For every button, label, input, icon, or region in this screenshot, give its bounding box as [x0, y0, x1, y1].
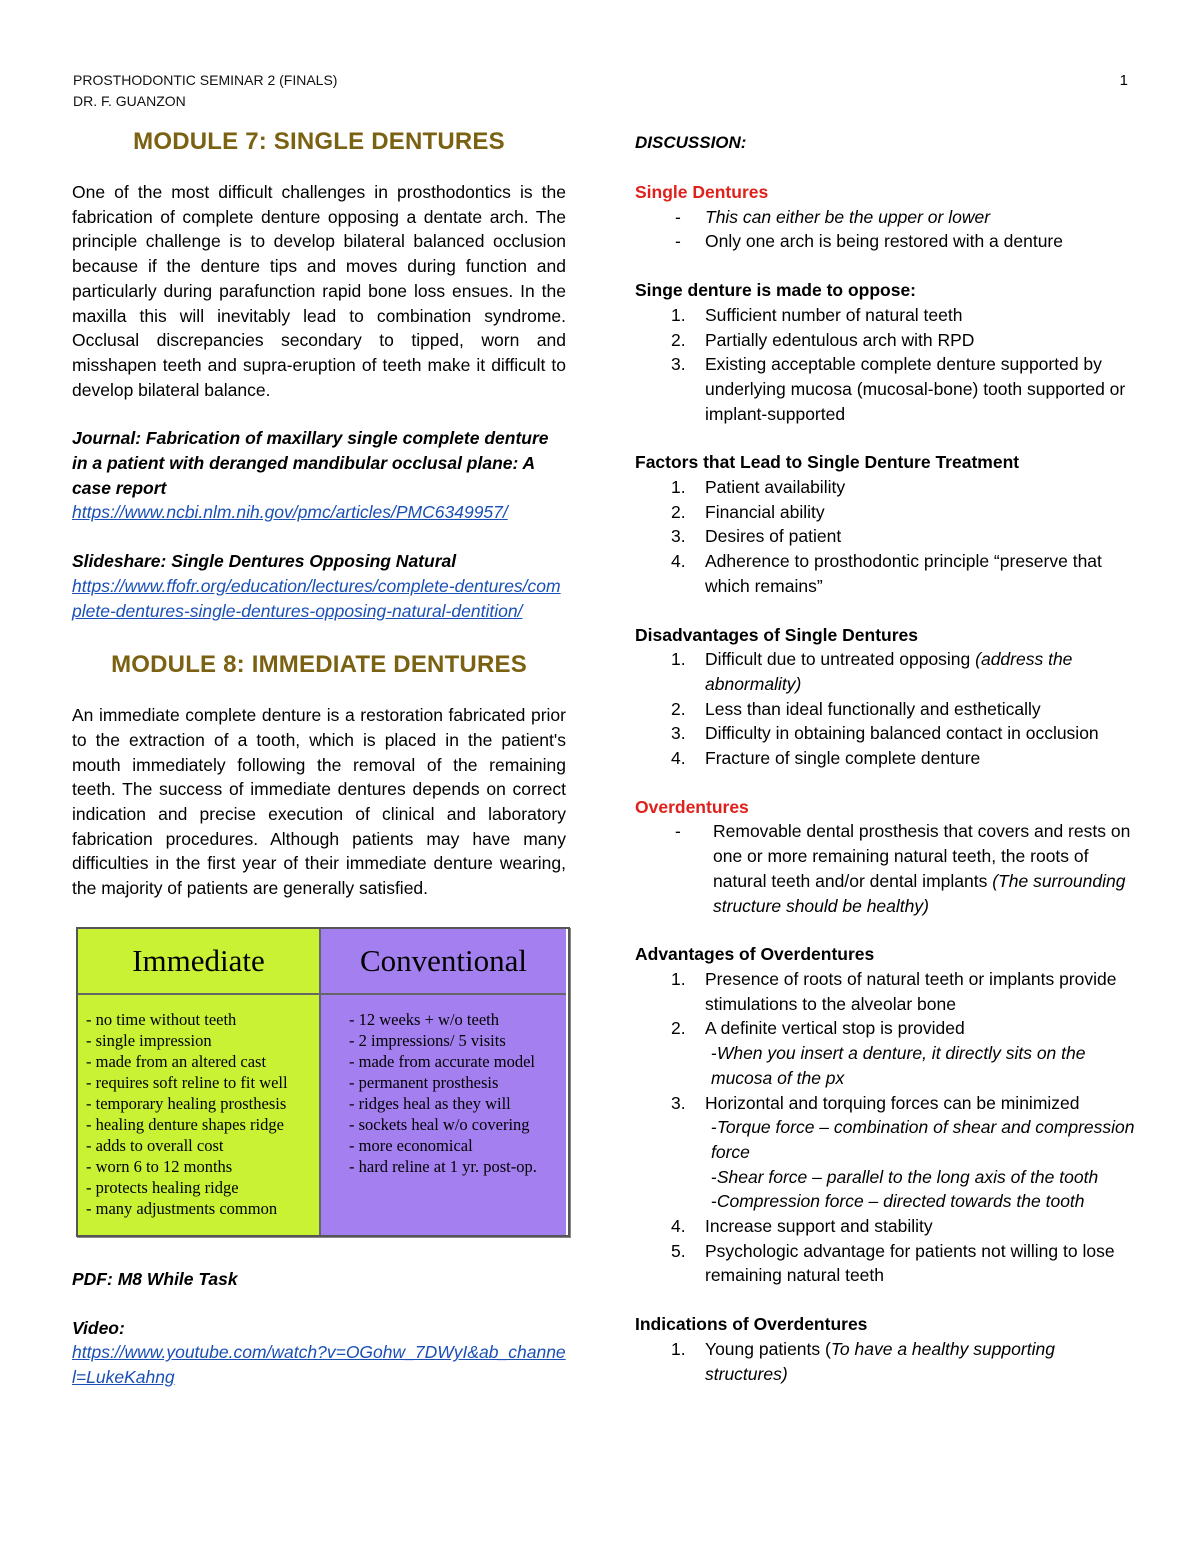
overdentures-heading: Overdentures	[635, 796, 749, 817]
list-item: 3. Difficulty in obtaining balanced contact in occlusion	[671, 723, 1099, 744]
list-item: - 2 impressions/ 5 visits	[349, 1030, 506, 1050]
list-item: - single impression	[86, 1030, 212, 1050]
module7-intro: One of the most difficult challenges in prosthodontics is the fabrication of complete denture opposing a dentate arch. The principle challenge is to develop bilateral balanced occlusion because if the denture tips and moves during function and particularly during parafunction rapid bone loss ensues. In the maxilla this will inevitably lead to combination syndrome. Occlusal discrepancies secondary to tipped, worn and misshapen teeth and supra-eruption of teeth make it difficult to develop bilateral balance.	[72, 182, 566, 400]
list-item: 2. Financial ability	[671, 501, 825, 522]
list-item: -When you insert a denture, it directly sits on the mucosa of the px	[711, 1043, 1086, 1088]
list-item: - Removable dental prosthesis that covers and rests on one or more remaining natural teeth, the roots of natural teeth and/or dental implants (The surrounding structure should be healthy)	[675, 821, 1131, 916]
list-item: 3. Desires of patient	[671, 526, 842, 547]
video-label: Video:	[72, 1317, 125, 1338]
factors-heading: Factors that Lead to Single Denture Treatment	[635, 452, 1020, 473]
oppose-heading: Singe denture is made to oppose:	[635, 280, 917, 301]
list-item: - permanent prosthesis	[349, 1072, 499, 1092]
list-item: - made from accurate model	[349, 1051, 535, 1071]
list-item: - worn 6 to 12 months	[86, 1156, 233, 1176]
list-item: - 12 weeks + w/o teeth	[349, 1009, 499, 1029]
list-item: 1. Difficult due to untreated opposing (address the abnormality)	[671, 649, 1073, 694]
video-link[interactable]: https://www.youtube.com/watch?v=OGohw_7DWyI&ab_channel=LukeKahng	[72, 1342, 566, 1387]
list-item: 1. Sufficient number of natural teeth	[671, 304, 963, 325]
list-item: 3. Existing acceptable complete denture supported by underlying mucosa (mucosal-bone) tooth supported or implant-supported	[671, 354, 1126, 424]
header-course: PROSTHODONTIC SEMINAR 2 (FINALS)	[73, 72, 338, 88]
discussion-heading: DISCUSSION:	[635, 133, 747, 152]
conventional-list	[321, 995, 566, 1235]
list-item: 1. Young patients (To have a healthy supporting structures)	[671, 1338, 1055, 1384]
list-item: 4. Adherence to prosthodontic principle “preserve that which remains”	[671, 551, 1102, 596]
page-number: 1	[1119, 72, 1128, 89]
conventional-header: Conventional	[321, 929, 566, 995]
single-dentures-heading: Single Dentures	[635, 182, 769, 202]
comparison-table	[76, 927, 570, 1237]
list-item: - protects healing ridge	[86, 1177, 239, 1197]
module8-title: MODULE 8: IMMEDIATE DENTURES	[111, 651, 527, 679]
list-item: - healing denture shapes ridge	[86, 1114, 284, 1134]
list-item: 2. Partially edentulous arch with RPD	[671, 329, 975, 350]
left-column	[72, 128, 566, 1390]
pdf-title: PDF: M8 While Task	[72, 1268, 238, 1289]
list-item: - sockets heal w/o covering	[349, 1114, 530, 1134]
list-item: - many adjustments common	[86, 1198, 278, 1218]
disadvantages-heading: Disadvantages of Single Dentures	[635, 624, 918, 645]
list-item: - temporary healing prosthesis	[86, 1093, 287, 1113]
immediate-list	[78, 995, 321, 1235]
module8-intro: An immediate complete denture is a restoration fabricated prior to the extraction of a tooth, which is placed in the patient's mouth immediately following the removal of the remaining teeth. The success of immediate dentures depends on correct indication and precise execution of clinical and laboratory fabrication procedures. Although patients may have many difficulties in the first year of their immediate denture wearing, the majority of patients are generally satisfied.	[72, 705, 566, 899]
list-item: 4. Fracture of single complete denture	[671, 748, 981, 769]
list-item: - adds to overall cost	[86, 1135, 224, 1155]
list-item: - hard reline at 1 yr. post-op.	[349, 1156, 537, 1176]
list-item: - This can either be the upper or lower	[675, 206, 991, 227]
slideshare-title: Slideshare: Single Dentures Opposing Natural	[72, 551, 457, 572]
list-item: - made from an altered cast	[86, 1051, 267, 1071]
list-item: 2. A definite vertical stop is provided	[671, 1018, 965, 1039]
list-item: -Torque force – combination of shear and compression force	[711, 1117, 1135, 1162]
list-item: - no time without teeth	[86, 1009, 237, 1029]
slideshare-link[interactable]: https://www.ffofr.org/education/lectures/complete-dentures/complete-dentures-single-dentures-opposing-natural-dentition/	[72, 575, 561, 621]
page-header	[73, 70, 337, 112]
list-item: -Compression force – directed towards the tooth	[711, 1191, 1085, 1212]
right-column	[635, 133, 1135, 1386]
list-item: 4. Increase support and stability	[671, 1216, 933, 1237]
list-item: 1. Presence of roots of natural teeth or implants provide stimulations to the alveolar bone	[671, 968, 1117, 1014]
list-item: 3. Horizontal and torquing forces can be minimized	[671, 1092, 1080, 1113]
journal-title: Journal: Fabrication of maxillary single complete denture in a patient with deranged mandibular occlusal plane: A case report	[72, 428, 549, 498]
list-item: -Shear force – parallel to the long axis of the tooth	[711, 1166, 1099, 1187]
list-item: - Only one arch is being restored with a denture	[675, 231, 1063, 252]
list-item: 2. Less than ideal functionally and esthetically	[671, 698, 1041, 719]
list-item: - more economical	[349, 1135, 473, 1155]
journal-link[interactable]: https://www.ncbi.nlm.nih.gov/pmc/articles/PMC6349957/	[72, 502, 508, 523]
list-item: - requires soft reline to fit well	[86, 1072, 288, 1092]
module7-title: MODULE 7: SINGLE DENTURES	[133, 128, 505, 155]
list-item: 5. Psychologic advantage for patients not willing to lose remaining natural teeth	[671, 1240, 1115, 1286]
header-instructor: DR. F. GUANZON	[73, 93, 186, 109]
list-item: 1. Patient availability	[671, 477, 846, 498]
immediate-header: Immediate	[78, 929, 321, 995]
advantages-heading: Advantages of Overdentures	[635, 944, 875, 965]
indications-heading: Indications of Overdentures	[635, 1314, 868, 1335]
list-item: - ridges heal as they will	[349, 1093, 511, 1113]
